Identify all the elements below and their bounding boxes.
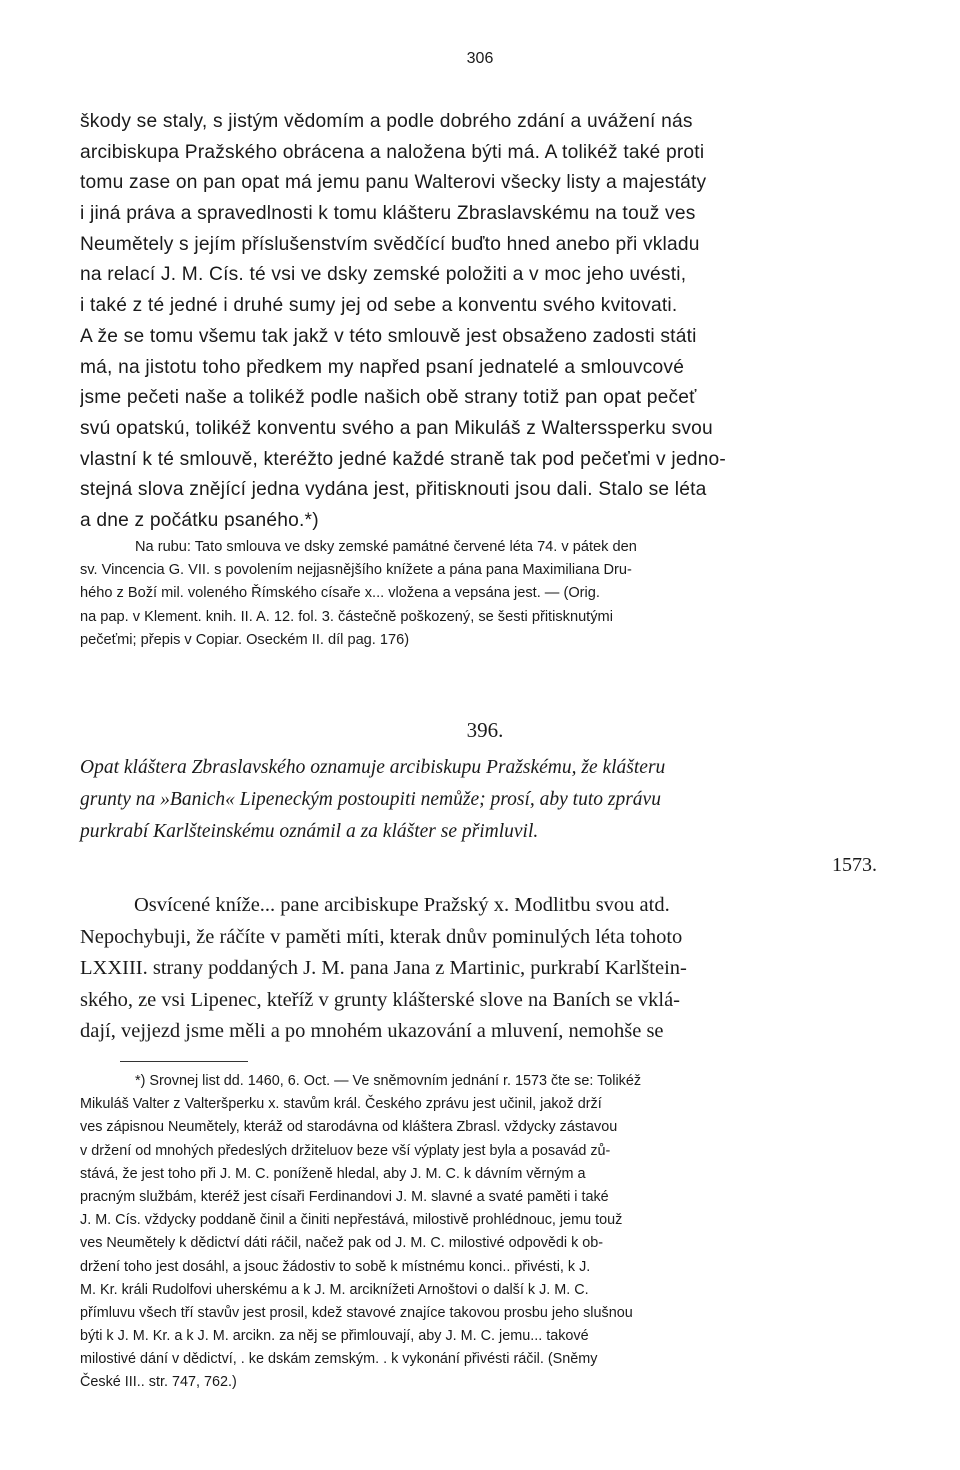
footnote-line: býti k J. M. Kr. a k J. M. arcikn. za něj se přimlouvají, aby J. M. C. jemu... takové (80, 1328, 589, 1345)
text-line: i také z té jedné i druhé sumy jej od sebe a konventu svého kvitovati. (80, 295, 678, 317)
text-line: Neumětely s jejím příslušenstvím svědčící buďto hned anebo při vkladu (80, 233, 700, 255)
text-line: A že se tomu všemu tak jakž v této smlouvě jest obsaženo zadosti státi (80, 325, 697, 347)
footnote-line: ves zápisnou Neumětely, kteráž od starodávna od kláštera Zbrasl. vždycky zástavou (80, 1119, 618, 1136)
footnote-line: držení toho jest dosáhl, a jsouc žádostiv to sobě k místnému konci.. přivésti, k J. (80, 1258, 591, 1275)
footnote (80, 1070, 888, 1395)
text-line: a dne z počátku psaného.*) (80, 509, 319, 531)
letter-text (80, 890, 888, 1048)
footnote-line: stává, že jest toho při J. M. C. poníženě hledal, aby J. M. C. k dávním věrným a (80, 1165, 586, 1182)
text-line: škody se staly, s jistým vědomím a podle dobrého zdání a uvážení nás (80, 111, 693, 132)
note-line: sv. Vincencia G. VII. s povolením nejjasnějšího knížete a pána pana Maximiliana Dru- (80, 562, 632, 579)
footnote-line: pracným službám, kteréž jest císaři Ferdinandovi J. M. slavné a svaté paměti i také (80, 1188, 609, 1205)
archival-note (80, 536, 888, 652)
footnote-line: přímluvu všech tří stavův jest prosil, kdež stavové znajíce takovou prosbu jeho slušnou (80, 1304, 633, 1321)
text-line: na relací J. M. Cís. té vsi ve dsky zemské položiti a v moc jeho uvésti, (80, 264, 687, 286)
footnote-separator (120, 1061, 248, 1062)
text-line: LXXIII. strany poddaných J. M. pana Jana z Martinic, purkrabí Karlštein- (80, 957, 687, 979)
text-line: dají, vejjezd jsme měli a po mnohém ukazování a mluvení, nemohše se (80, 1020, 664, 1042)
footnote-line: J. M. Cís. vždycky poddaně činil a činiti nepřestává, milostivě prohlédnouc, jemu touž (80, 1212, 623, 1229)
text-line: Osvícené kníže... pane arcibiskupe Pražský x. Modlitbu svou atd. (134, 894, 670, 916)
text-line: tomu zase on pan opat má jemu panu Walterovi všecky listy a majestáty (80, 172, 707, 194)
document-year: 1573. (832, 854, 877, 876)
document-number: 396. (466, 718, 504, 742)
footnote-line: České III.. str. 747, 762.) (80, 1374, 237, 1391)
heading-line: grunty na »Banich« Lipeneckým postoupiti nemůže; prosí, aby tuto zprávu (80, 789, 661, 810)
text-line: má, na jistotu toho předkem my napřed psaní jednatelé a smlouvcové (80, 356, 685, 378)
page-number: 306 (466, 50, 494, 67)
footnote-line: v držení od mnohých předeslých držiteluov beze vší výplaty jest byla a posavád zů- (80, 1142, 611, 1159)
text-line: svú opatskú, tolikéž konventu svého a pan Mikuláš z Walterssperku svou (80, 417, 713, 439)
text-line: jsme pečeti naše a tolikéž podle našich obě strany totiž pan opat pečeť (80, 387, 697, 409)
text-line: i jiná práva a spravedlnosti k tomu klášteru Zbraslavskému na touž ves (80, 203, 696, 225)
text-line: vlastní k té smlouvě, kteréžto jedné každé straně tak pod pečeťmi v jedno- (80, 448, 726, 470)
top-paragraph (80, 107, 888, 537)
footnote-line: *) Srovnej list dd. 1460, 6. Oct. — Ve sněmovním jednání r. 1573 čte se: Tolikéž (135, 1073, 642, 1089)
heading-line: purkrabí Karlšteinskému oznámil a za klášter se přimluvil. (80, 821, 539, 842)
footnote-line: M. Kr. králi Rudolfovi uherskému a k J. M. arciknížeti Arnoštovi o další k J. M. C. (80, 1281, 589, 1298)
note-line: Na rubu: Tato smlouva ve dsky zemské památné červené léta 74. v pátek den (135, 539, 637, 555)
document-heading (80, 752, 888, 848)
note-line: na pap. v Klement. knih. II. A. 12. fol. 3. částečně poškozený, se šesti přitisknutými (80, 608, 613, 625)
footnote-line: milostivé dání v dědictví, . ke dskám zemským. . k vykonání přivésti ráčil. (Sněmy (80, 1351, 598, 1368)
footnote-line: ves Neumětely k dědictví dáti ráčil, načež pak od J. M. C. milostivé odpovědi k ob- (80, 1235, 604, 1252)
text-line: stejná slova znějící jedna vydána jest, přitisknouti jsou dali. Stalo se léta (80, 479, 707, 501)
footnote-line: Mikuláš Valter z Valteršperku x. stavům král. Českého zprávu jest učinil, jakož drží (80, 1096, 602, 1113)
text-line: ského, ze vsi Lipenec, kteříž v grunty klášterské slove na Baních se vklá- (80, 988, 681, 1011)
text-line: arcibiskupa Pražského obrácena a naložena býti má. A tolikéž také proti (80, 141, 705, 163)
text-line: Nepochybuji, že ráčíte v paměti míti, kterak dnův pominulých léta tohoto (80, 925, 683, 948)
note-line: pečeťmi; přepis v Copiar. Oseckém II. díl pag. 176) (80, 631, 410, 648)
heading-line: Opat kláštera Zbraslavského oznamuje arcibiskupu Pražskému, že klášteru (80, 757, 666, 778)
note-line: hého z Boží mil. voleného Římského císaře x... vložena a vepsána jest. — (Orig. (80, 585, 600, 602)
